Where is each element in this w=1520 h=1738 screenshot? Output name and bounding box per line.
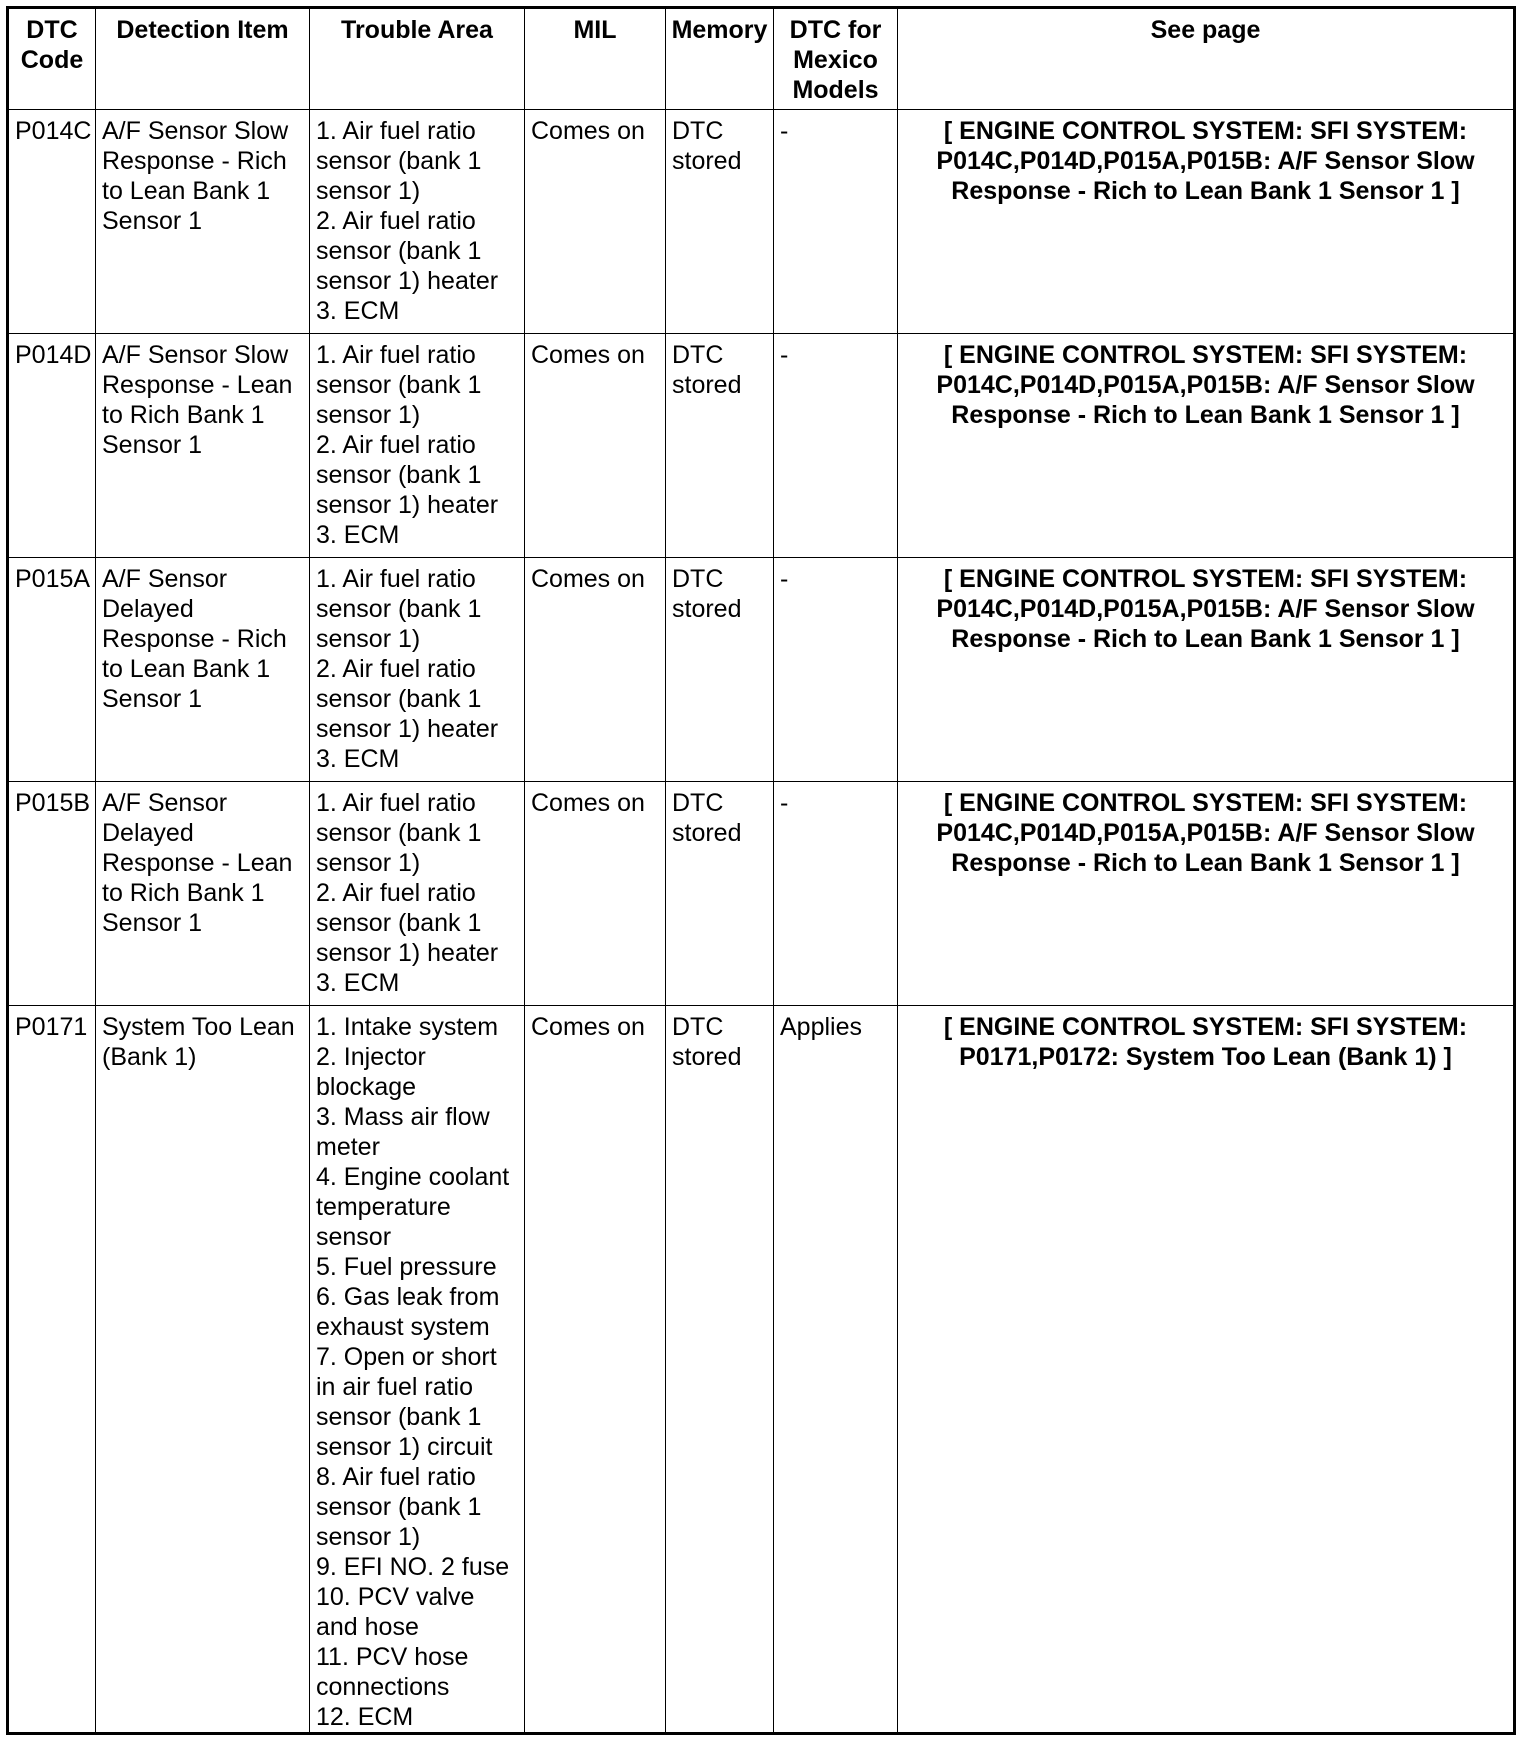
dtc-code-cell: P0171 — [8, 1006, 96, 1734]
table-row — [8, 1006, 1515, 1734]
table-row — [8, 558, 1515, 782]
detection-item-cell: A/F Sensor Slow Response - Lean to Rich Bank 1 Sensor 1 — [96, 334, 310, 558]
header-mil: MIL — [525, 8, 666, 110]
detection-item-cell: System Too Lean (Bank 1) — [96, 1006, 310, 1734]
detection-item-cell: A/F Sensor Delayed Response - Lean to Rich Bank 1 Sensor 1 — [96, 782, 310, 1006]
header-trouble-area: Trouble Area — [310, 8, 525, 110]
see-page-link[interactable]: [ ENGINE CONTROL SYSTEM: SFI SYSTEM: P014C,P014D,P015A,P015B: A/F Sensor Slow Response - Rich to Lean Bank 1 Sensor 1 ] — [898, 782, 1515, 1006]
trouble-area-cell: 1. Air fuel ratio sensor (bank 1 sensor 1) 2. Air fuel ratio sensor (bank 1 sensor 1) heater 3. ECM — [310, 110, 525, 334]
header-mexico-models: DTC for Mexico Models — [774, 8, 898, 110]
mexico-cell: - — [774, 334, 898, 558]
mexico-cell: - — [774, 782, 898, 1006]
table-row — [8, 334, 1515, 558]
mil-cell: Comes on — [525, 110, 666, 334]
mexico-cell: Applies — [774, 1006, 898, 1734]
mil-cell: Comes on — [525, 558, 666, 782]
header-detection-item: Detection Item — [96, 8, 310, 110]
header-see-page: See page — [898, 8, 1515, 110]
mexico-cell: - — [774, 558, 898, 782]
see-page-link[interactable]: [ ENGINE CONTROL SYSTEM: SFI SYSTEM: P0171,P0172: System Too Lean (Bank 1) ] — [898, 1006, 1515, 1734]
see-page-link[interactable]: [ ENGINE CONTROL SYSTEM: SFI SYSTEM: P014C,P014D,P015A,P015B: A/F Sensor Slow Response - Rich to Lean Bank 1 Sensor 1 ] — [898, 334, 1515, 558]
table-row — [8, 782, 1515, 1006]
detection-item-cell: A/F Sensor Delayed Response - Rich to Lean Bank 1 Sensor 1 — [96, 558, 310, 782]
header-memory: Memory — [666, 8, 774, 110]
trouble-area-cell: 1. Air fuel ratio sensor (bank 1 sensor 1) 2. Air fuel ratio sensor (bank 1 sensor 1) heater 3. ECM — [310, 558, 525, 782]
dtc-code-cell: P015A — [8, 558, 96, 782]
dtc-code-cell: P015B — [8, 782, 96, 1006]
mil-cell: Comes on — [525, 782, 666, 1006]
dtc-code-cell: P014C — [8, 110, 96, 334]
mil-cell: Comes on — [525, 334, 666, 558]
see-page-link[interactable]: [ ENGINE CONTROL SYSTEM: SFI SYSTEM: P014C,P014D,P015A,P015B: A/F Sensor Slow Response - Rich to Lean Bank 1 Sensor 1 ] — [898, 558, 1515, 782]
mil-cell: Comes on — [525, 1006, 666, 1734]
trouble-area-cell: 1. Air fuel ratio sensor (bank 1 sensor 1) 2. Air fuel ratio sensor (bank 1 sensor 1) heater 3. ECM — [310, 782, 525, 1006]
memory-cell: DTC stored — [666, 782, 774, 1006]
memory-cell: DTC stored — [666, 110, 774, 334]
dtc-table — [6, 6, 1516, 1735]
table-row — [8, 110, 1515, 334]
header-dtc-code: DTC Code — [8, 8, 96, 110]
dtc-code-cell: P014D — [8, 334, 96, 558]
memory-cell: DTC stored — [666, 558, 774, 782]
see-page-link[interactable]: [ ENGINE CONTROL SYSTEM: SFI SYSTEM: P014C,P014D,P015A,P015B: A/F Sensor Slow Response - Rich to Lean Bank 1 Sensor 1 ] — [898, 110, 1515, 334]
mexico-cell: - — [774, 110, 898, 334]
memory-cell: DTC stored — [666, 334, 774, 558]
detection-item-cell: A/F Sensor Slow Response - Rich to Lean Bank 1 Sensor 1 — [96, 110, 310, 334]
trouble-area-cell: 1. Air fuel ratio sensor (bank 1 sensor 1) 2. Air fuel ratio sensor (bank 1 sensor 1) heater 3. ECM — [310, 334, 525, 558]
memory-cell: DTC stored — [666, 1006, 774, 1734]
header-row — [8, 8, 1515, 110]
trouble-area-cell: 1. Intake system 2. Injector blockage 3. Mass air flow meter 4. Engine coolant temperature sensor 5. Fuel pressure 6. Gas leak from exhaust system 7. Open or short in air fuel ratio sensor (bank 1 sensor 1) circuit 8. Air fuel ratio sensor (bank 1 sensor 1) 9. EFI NO. 2 fuse 10. PCV valve and hose 11. PCV hose connections 12. ECM — [310, 1006, 525, 1734]
